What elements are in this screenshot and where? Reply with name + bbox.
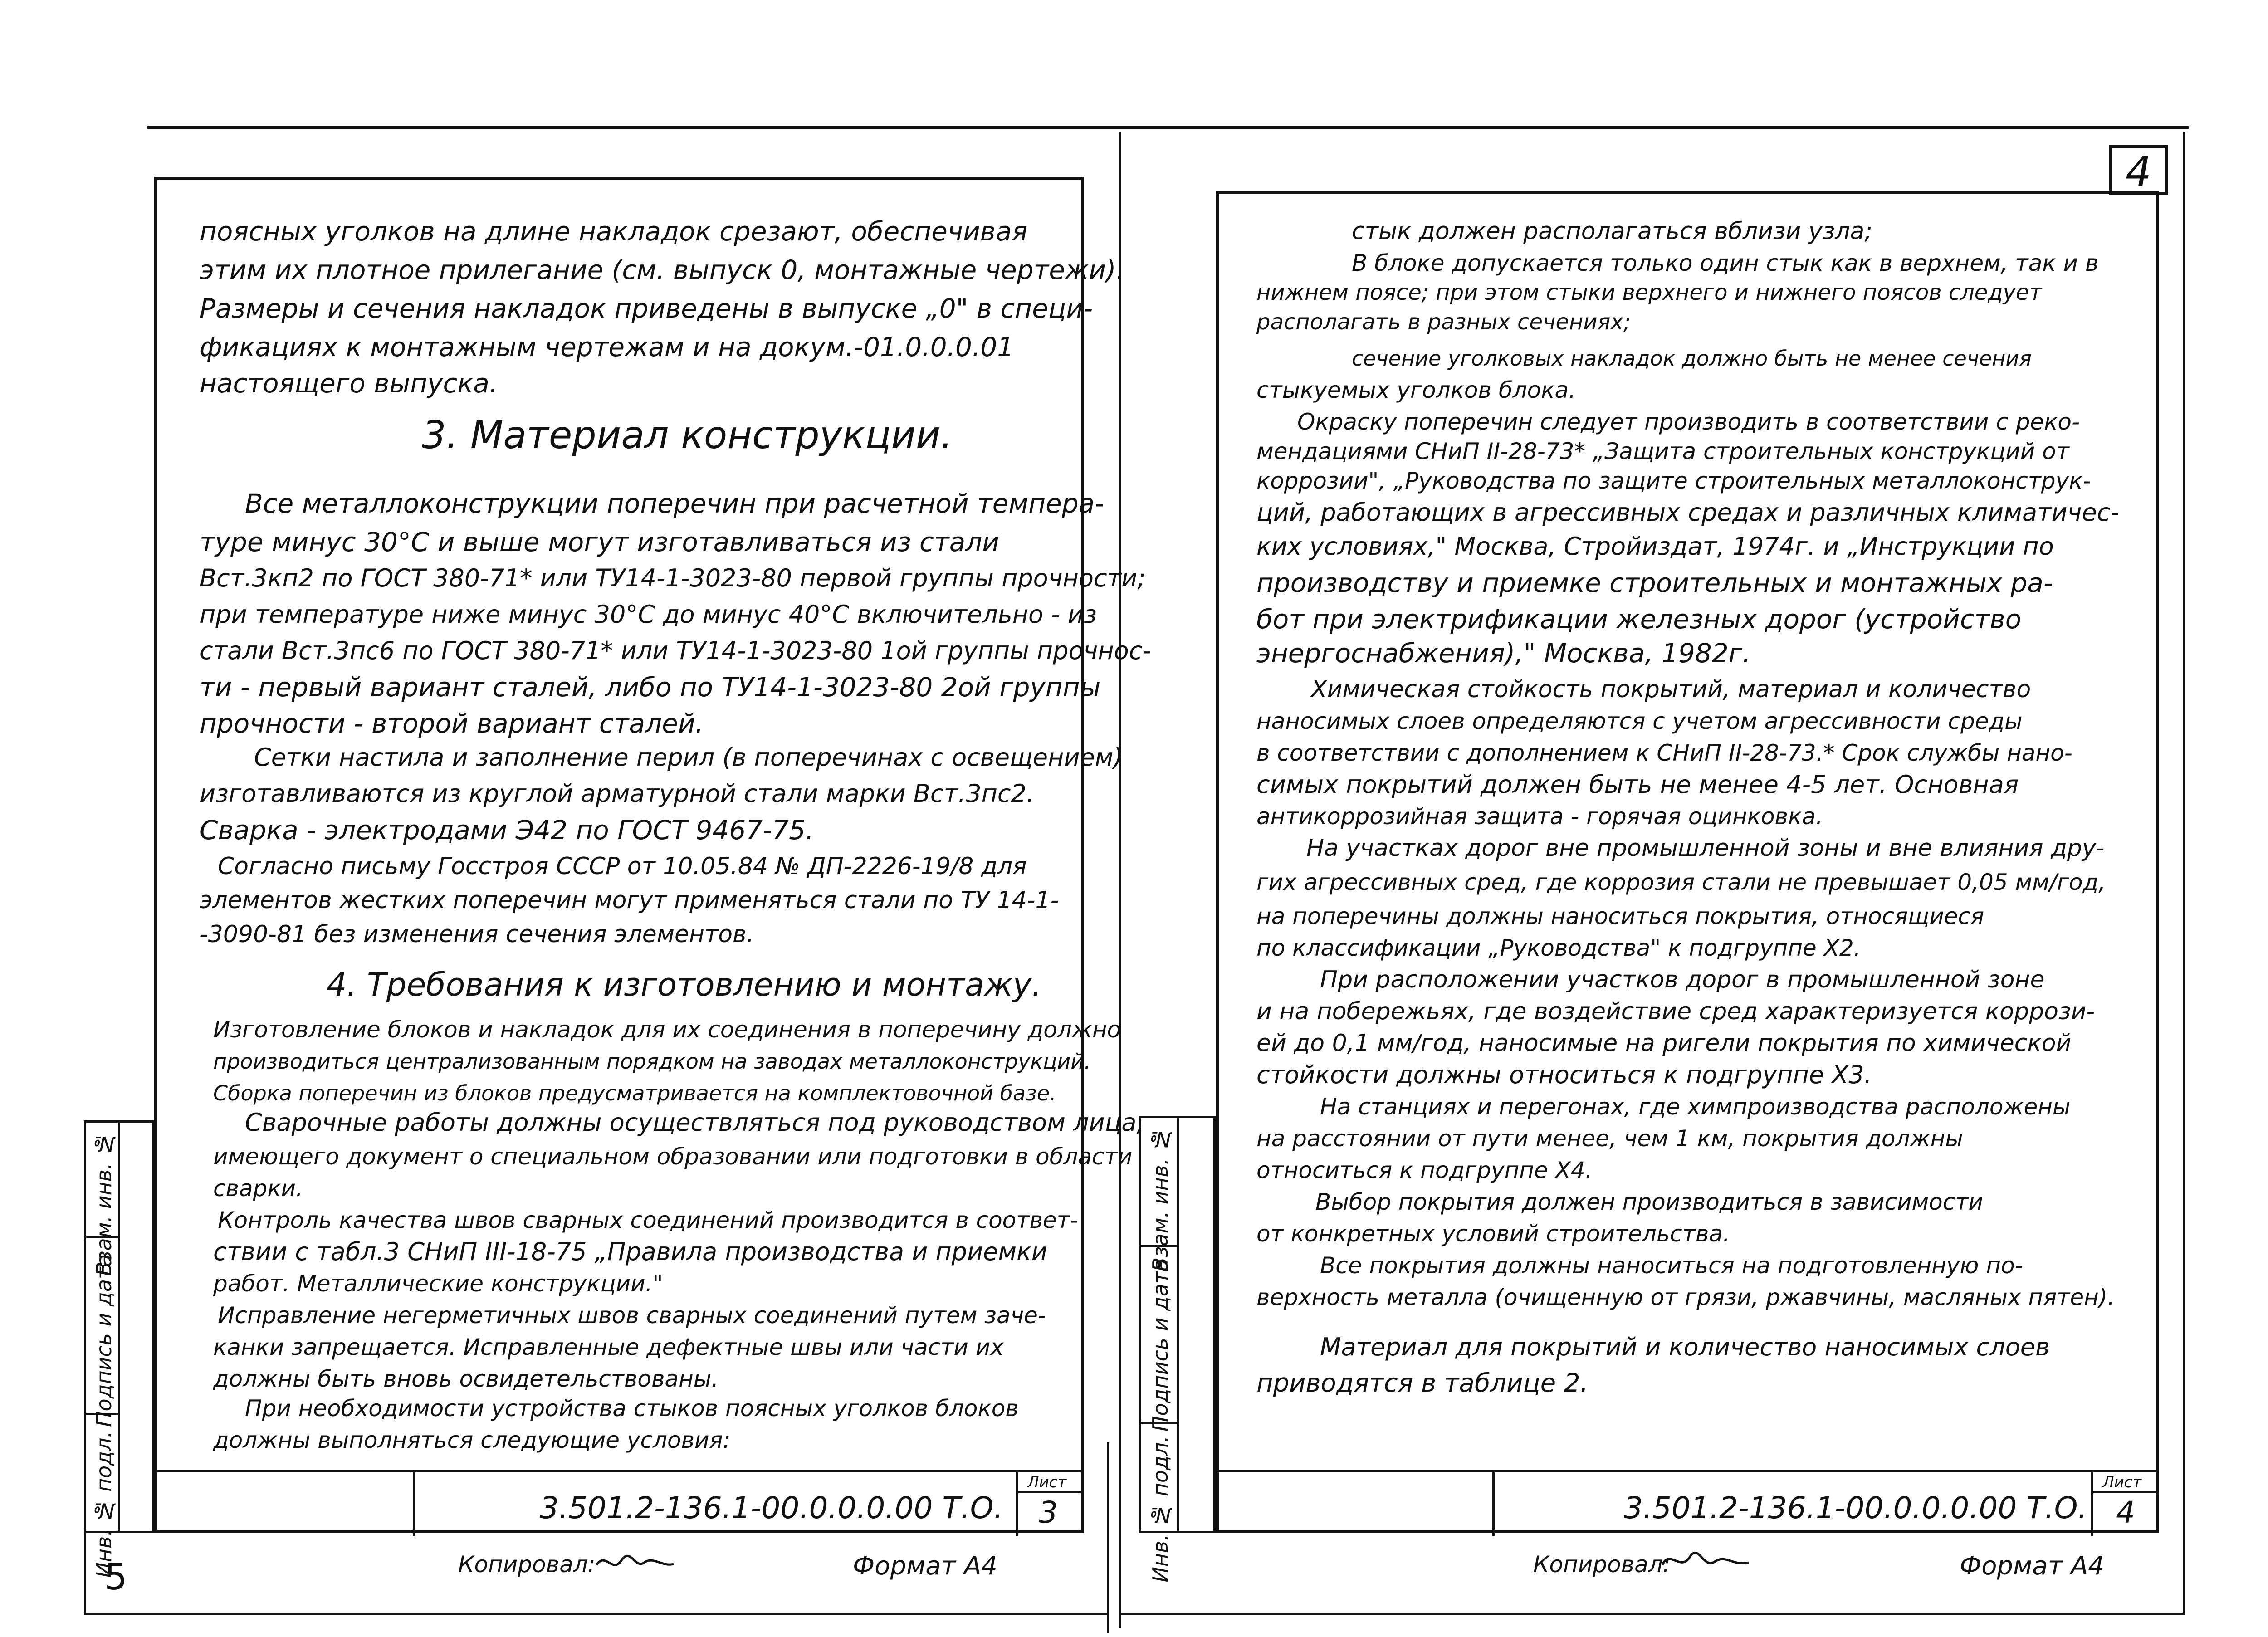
right-line-7: мендациями СНиП II-28-73* „Защита строительных конструкций от [1256,438,2069,464]
s3-line-10: Согласно письму Госстроя СССР от 10.05.84 № ДП-2226-19/8 для [218,853,1027,880]
right-line-23: При расположении участков дорог в промышленной зоне [1320,966,2045,993]
s4-line-0: Изготовление блоков и накладок для их соединения в поперечину должно [213,1016,1121,1043]
top-rule [147,126,2189,129]
right-page-mark: 4 [2126,148,2152,195]
right-line-26: стойкости должны относиться к подгруппе X3. [1256,1060,1872,1089]
center-rule-2 [1107,1442,1109,1633]
right-sheet-label: Лист [2102,1473,2142,1491]
s3-line-9: Сварка - электродами Э42 по ГОСТ 9467-75. [200,815,814,845]
right-line-12: бот при электрификации железных дорог (устройство [1256,604,2022,635]
center-rule [1119,132,1121,1628]
right-line-20: гих агрессивных сред, где коррозия стали не превышает 0,05 мм/год, [1256,869,2106,895]
side-label-podl: Инв. № подл. [92,1431,116,1578]
right-line-9: ций, работающих в агрессивных средах и различных климатичес- [1256,498,2119,527]
side-label-inv: Взам. инв. № [92,1132,116,1276]
right-line-14: Химическая стойкость покрытий, материал и количество [1311,676,2031,703]
right-line-13: энергоснабжения)," Москва, 1982г. [1256,638,1751,669]
right-line-29: относиться к подгруппе X4. [1256,1157,1593,1183]
right-page-mark-box [2109,145,2168,195]
right-line-27: На станциях и перегонах, где химпроизводства расположены [1320,1094,2071,1120]
s4-line-1: производиться централизованным порядком на заводах металлоконструкций. [213,1049,1091,1074]
s3-line-6: прочности - второй вариант сталей. [200,708,704,739]
s4-line-11: должны быть вновь освидетельствованы. [213,1366,719,1392]
right-side-label-sign: Подпись и дата [1148,1259,1173,1432]
s3-line-1: туре минус 30°С и выше могут изготавливаться из стали [200,527,999,557]
right-line-28: на расстоянии от пути менее, чем 1 км, покрытия должны [1256,1125,1963,1152]
right-line-34: Материал для покрытий и количество наносимых слоев [1320,1333,2050,1361]
right-title-block [1216,1470,2159,1533]
right-line-0: стык должен располагаться вблизи узла; [1352,218,1872,245]
right-stamp-code: 3.501.2-136.1-00.0.0.0.00 Т.О. [1624,1490,2087,1525]
s4-line-6: Контроль качества швов сварных соединений производится в соответ- [218,1207,1078,1233]
right-line-1: В блоке допускается только один стык как в верхнем, так и в [1352,250,2099,276]
right-line-33: верхность металла (очищенную от грязи, ржавчины, масляных пятен). [1256,1284,2115,1310]
s3-line-4: стали Вст.3пс6 по ГОСТ 380-71* или ТУ14-1-3023-80 1ой группы прочнос- [200,636,1151,665]
left-line-4: настоящего выпуска. [200,368,498,399]
right-copied: Копировал: [1533,1551,1671,1578]
right-line-24: и на побережьях, где воздействие сред характеризуется коррози- [1256,998,2095,1025]
right-line-16: в соответствии с дополнением к СНиП II-28-73.* Срок службы нано- [1256,740,2072,766]
s4-line-5: сварки. [213,1175,303,1202]
s4-line-12: При необходимости устройства стыков поясных уголков блоков [245,1395,1019,1422]
right-line-6: Окраску поперечин следует производить в соответствии с реко- [1297,409,2080,435]
s3-line-12: -3090-81 без изменения сечения элементов. [200,921,754,948]
s4-line-9: Исправление негерметичных швов сварных соединений путем заче- [218,1302,1046,1329]
right-sheet-number: 4 [2116,1495,2135,1530]
right-side-stamp [1139,1116,1216,1583]
right-line-5: стыкуемых уголков блока. [1256,377,1576,403]
left-line-1: этим их плотное прилегание (см. выпуск 0, монтажные чертежи). [200,254,1125,285]
right-side-label-podl: Инв. № подл. [1148,1436,1173,1583]
s4-line-13: должны выполняться следующие условия: [213,1427,731,1453]
left-copied: Копировал: [458,1551,596,1578]
s4-line-7: ствии с табл.3 СНиП III-18-75 „Правила производства и приемки [213,1237,1047,1266]
right-line-3: располагать в разных сечениях; [1256,309,1631,335]
left-stamp-code: 3.501.2-136.1-00.0.0.0.00 Т.О. [540,1490,1003,1525]
left-format: Формат А4 [853,1551,997,1581]
s3-line-7: Сетки настила и заполнение перил (в поперечинах с освещением) [254,743,1123,772]
right-line-35: приводятся в таблице 2. [1256,1368,1589,1398]
s3-line-11: элементов жестких поперечин могут применяться стали по ТУ 14-1- [200,887,1059,914]
left-line-2: Размеры и сечения накладок приведены в выпуске „0" в специ- [200,293,1093,324]
right-line-10: ких условиях," Москва, Стройиздат, 1974г. и „Инструкции по [1256,532,2054,561]
right-rule [2183,132,2185,1615]
right-line-2: нижнем поясе; при этом стыки верхнего и нижнего поясов следует [1256,280,2042,305]
s3-line-8: изготавливаются из круглой арматурной стали марки Вст.3пс2. [200,779,1035,808]
right-line-32: Все покрытия должны наноситься на подготовленную по- [1320,1252,2023,1279]
left-title-block [154,1470,1084,1533]
s4-line-10: канки запрещается. Исправленные дефектные швы или части их [213,1334,1004,1360]
s3-line-0: Все металлоконструкции поперечин при расчетной темпера- [245,488,1105,519]
s3-line-2: Вст.3кп2 по ГОСТ 380-71* или ТУ14-1-3023-80 первой группы прочности; [200,564,1146,592]
right-line-31: от конкретных условий строительства. [1256,1221,1730,1247]
right-line-25: ей до 0,1 мм/год, наносимые на ригели покрытия по химической [1256,1030,2072,1057]
left-sheet-label: Лист [1027,1473,1067,1491]
s4-line-2: Сборка поперечин из блоков предусматривается на комплектовочной базе. [213,1081,1056,1105]
left-sheet-number: 3 [1039,1495,1058,1530]
right-copyist-signature [1660,1544,1751,1576]
right-format: Формат А4 [1960,1551,2104,1581]
right-side-label-inv: Взам. инв. № [1148,1127,1173,1272]
right-line-8: коррозии", „Руководства по защите строительных металлоконструк- [1256,468,2091,494]
side-label-sign: Подпись и дата [92,1254,116,1427]
left-page-number: 5 [104,1556,127,1598]
right-line-18: антикоррозийная защита - горячая оцинковка. [1256,803,1823,830]
s4-line-8: работ. Металлические конструкции." [213,1271,663,1297]
right-line-17: симых покрытий должен быть не менее 4-5 лет. Основная [1256,770,2019,799]
right-line-4: сечение уголковых накладок должно быть не менее сечения [1352,346,2032,371]
right-line-21: на поперечины должны наноситься покрытия, относящиеся [1256,903,1984,929]
left-side-stamp [84,1120,154,1578]
left-line-3: фикациях к монтажным чертежам и на докум.-01.0.0.0.01 [200,332,1014,362]
s3-line-3: при температуре ниже минус 30°С до минус 40°С включительно - из [200,600,1097,629]
left-copyist-signature [594,1547,676,1578]
right-line-11: производству и приемке строительных и монтажных ра- [1256,567,2053,598]
left-line-0: поясных уголков на длине накладок срезают, обеспечивая [200,216,1028,247]
bottom-rule-right [1121,1613,2183,1615]
right-line-15: наносимых слоев определяются с учетом агрессивности среды [1256,708,2023,734]
s4-line-3: Сварочные работы должны осуществляться под руководством лица, [245,1108,1144,1137]
right-line-30: Выбор покрытия должен производиться в зависимости [1315,1189,1983,1215]
heading-section-4: 4. Требования к изготовлению и монтажу. [327,966,1042,1003]
bottom-rule-left [84,1613,1109,1615]
s4-line-4: имеющего документ о специальном образовании или подготовки в области [213,1143,1133,1170]
right-line-22: по классификации „Руководства" к подгруппе X2. [1256,935,1861,961]
right-line-19: На участках дорог вне промышленной зоны и вне влияния дру- [1306,835,2105,862]
heading-section-3: 3. Материал конструкции. [422,413,953,457]
s3-line-5: ти - первый вариант сталей, либо по ТУ14-1-3023-80 2ой группы [200,672,1101,703]
